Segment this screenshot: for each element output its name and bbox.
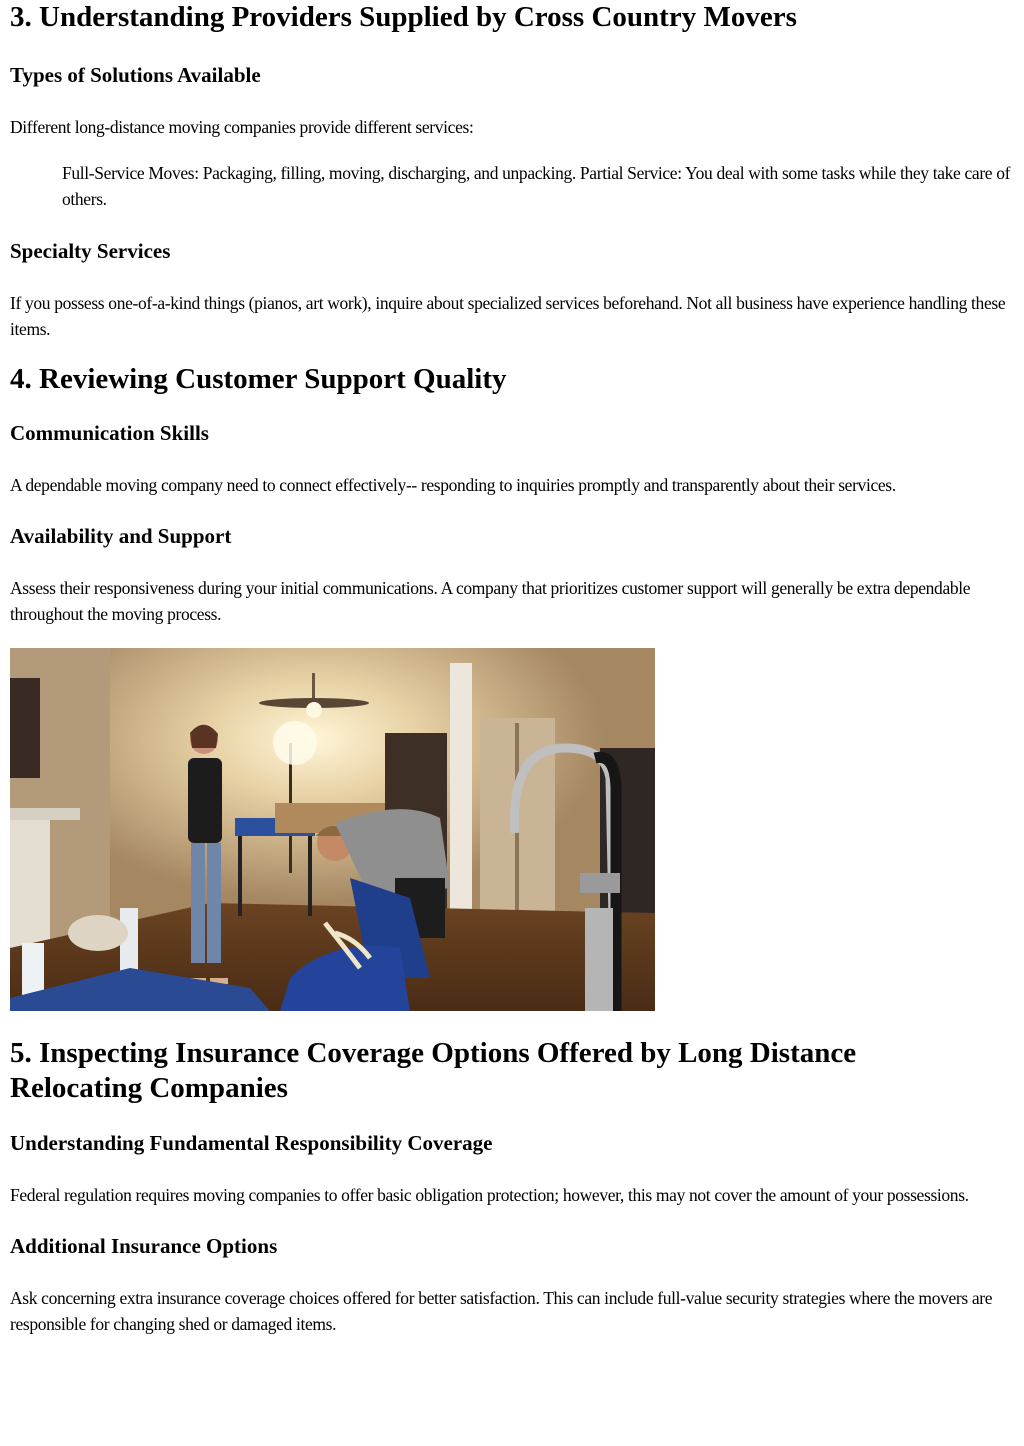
specialty-paragraph: If you possess one-of-a-kind things (pianos, art work), inquire about specialized services beforehand. Not all business have experience handling these items.: [10, 293, 1006, 339]
specialty-services-heading: Specialty Services: [10, 239, 171, 263]
document-page: [10, 0, 1014, 1337]
section-5-heading: [10, 1036, 1014, 1106]
services-blockquote: Full-Service Moves: Packaging, filling, moving, discharging, and unpacking. Partial Service: You deal with some tasks while they take care of others.: [62, 163, 1011, 209]
types-of-solutions-heading: Types of Solutions Available: [10, 63, 261, 87]
availability-support-heading: Availability and Support: [10, 524, 232, 548]
fundamental-coverage-paragraph: Federal regulation requires moving companies to offer basic obligation protection; however, this may not cover the amount of your possessions.: [10, 1185, 969, 1205]
additional-insurance-heading: Additional Insurance Options: [10, 1234, 278, 1258]
availability-paragraph: Assess their responsiveness during your initial communications. A company that prioritizes customer support will generally be extra dependable throughout the moving process.: [10, 578, 971, 624]
section-4-heading: 4. Reviewing Customer Support Quality: [10, 363, 507, 395]
section-3-heading: 3. Understanding Providers Supplied by Cross Country Movers: [10, 1, 797, 33]
additional-insurance-paragraph: Ask concerning extra insurance coverage choices offered for better satisfaction. This can include full-value security strategies where the movers are responsible for changing shed or damaged items.: [10, 1288, 993, 1334]
communication-paragraph: A dependable moving company need to connect effectively-- responding to inquiries promptly and transparently about their services.: [10, 475, 896, 495]
section-5-heading-line-1: 5. Inspecting Insurance Coverage Options Offered by Long Distance: [10, 1037, 857, 1069]
section-5-heading-line-2: Relocating Companies: [10, 1072, 288, 1104]
communication-skills-heading: Communication Skills: [10, 421, 209, 445]
movers-photo: [10, 648, 655, 1011]
types-intro-paragraph: Different long-distance moving companies provide different services:: [10, 117, 474, 137]
fundamental-coverage-heading: Understanding Fundamental Responsibility Coverage: [10, 1131, 493, 1155]
